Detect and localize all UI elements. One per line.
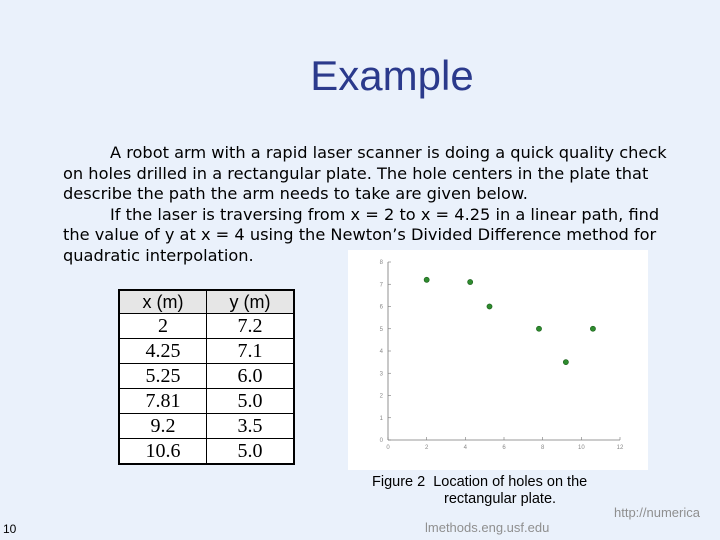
data-point: [468, 279, 473, 284]
table-cell: 3.5: [207, 414, 295, 439]
table-cell: 2: [119, 314, 207, 339]
column-header-x: x (m): [119, 290, 207, 314]
y-tick-label: 1: [379, 415, 383, 422]
plot-axes: [388, 262, 620, 440]
table-row: [119, 414, 294, 439]
y-tick-label: 6: [379, 304, 383, 311]
table-cell: 6.0: [207, 364, 295, 389]
table-cell: 10.6: [119, 439, 207, 465]
table-header-row: [119, 290, 294, 314]
plot-ticks: [380, 260, 624, 451]
problem-statement: [63, 143, 688, 266]
figure-label: Figure 2: [372, 474, 426, 490]
y-tick-label: 8: [379, 260, 383, 266]
scatter-plot-svg: [348, 250, 648, 470]
data-point: [563, 360, 568, 365]
slide-title: Example: [310, 52, 474, 99]
x-tick-label: 8: [540, 445, 545, 451]
table-cell: 5.25: [119, 364, 207, 389]
table-row: [119, 439, 294, 465]
paragraph-1: A robot arm with a rapid laser scanner is doing a quick quality check on holes drilled in a rectangular plate. The hole centers in the plate that describe the path the arm needs to take are given below.: [63, 143, 667, 203]
x-tick-label: 12: [616, 445, 624, 451]
table-cell: 5.0: [207, 439, 295, 465]
plot-points: [424, 277, 595, 365]
table-cell: 7.2: [207, 314, 295, 339]
data-table: [118, 289, 295, 465]
x-tick-label: 6: [502, 445, 506, 451]
paragraph-2: If the laser is traversing from x = 2 to x = 4.25 in a linear path, find the value of y at x = 4 using the Newton’s Divided Difference method for quadratic interpolation.: [63, 204, 660, 265]
table-row: [119, 339, 294, 364]
table-cell: 5.0: [207, 389, 295, 414]
source-url-part-1[interactable]: http://numerica: [614, 505, 700, 520]
x-tick-label: 2: [424, 445, 429, 451]
y-tick-label: 3: [379, 371, 383, 378]
figure-caption: [372, 474, 622, 508]
y-tick-label: 0: [379, 438, 383, 444]
column-header-y: y (m): [207, 290, 295, 314]
y-tick-label: 5: [379, 326, 383, 333]
table-row: [119, 389, 294, 414]
slide-number: 10: [3, 522, 17, 536]
source-url-part-2[interactable]: lmethods.eng.usf.edu: [425, 520, 550, 535]
y-tick-label: 2: [379, 393, 383, 400]
data-point: [590, 326, 595, 331]
table-cell: 7.1: [207, 339, 295, 364]
y-tick-label: 7: [379, 282, 383, 289]
table-cell: 4.25: [119, 339, 207, 364]
table-cell: 7.81: [119, 389, 207, 414]
x-tick-label: 4: [463, 445, 468, 451]
x-tick-label: 0: [386, 445, 390, 451]
table-row: [119, 314, 294, 339]
table-cell: 9.2: [119, 414, 207, 439]
data-point: [424, 277, 429, 282]
x-tick-label: 10: [577, 445, 585, 451]
data-point: [487, 304, 492, 309]
scatter-plot: [348, 250, 648, 470]
y-tick-label: 4: [379, 349, 383, 355]
caption-line-2: rectangular plate.: [444, 491, 557, 507]
caption-line-1: Location of holes on the: [433, 474, 588, 490]
table-row: [119, 364, 294, 389]
data-point: [536, 326, 541, 331]
